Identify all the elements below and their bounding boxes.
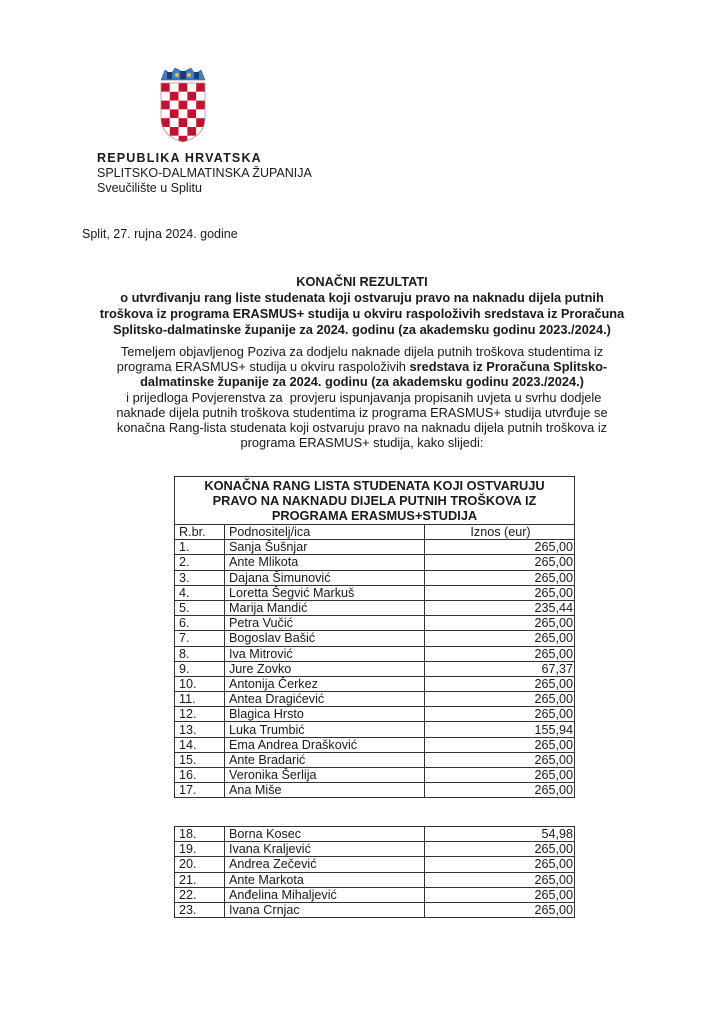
cell-rbr: 12. <box>175 707 225 722</box>
cell-name: Loretta Šegvić Markuš <box>225 585 425 600</box>
checker-square <box>170 83 179 92</box>
table-row <box>175 722 575 737</box>
title-line: o utvrđivanju rang liste studenata koji ostvaruju pravo na naknadu dijela putnih <box>120 290 604 305</box>
caption-line: PRAVO NA NAKNADU DIJELA PUTNIH TROŠKOVA IZ <box>212 493 537 508</box>
para-bold: dalmatinske županije za 2024. godinu (za akademsku godinu 2023./2024.) <box>140 374 584 390</box>
cell-name: Veronika Šerlija <box>225 768 425 783</box>
cell-rbr: 10. <box>175 676 225 691</box>
cell-rbr: 3. <box>175 570 225 585</box>
cell-name: Ante Bradarić <box>225 752 425 767</box>
cell-rbr: 6. <box>175 616 225 631</box>
cell-amount: 265,00 <box>425 707 575 722</box>
checker-square <box>161 109 170 118</box>
cell-amount: 265,00 <box>425 570 575 585</box>
table-row <box>175 857 575 872</box>
cell-rbr: 21. <box>175 872 225 887</box>
checker-square <box>196 92 205 101</box>
cell-name: Antea Dragićević <box>225 692 425 707</box>
cell-rbr: 5. <box>175 600 225 615</box>
cell-amount: 265,00 <box>425 555 575 570</box>
cell-name: Dajana Šimunović <box>225 570 425 585</box>
checker-square <box>161 92 170 101</box>
checker-square <box>179 127 188 136</box>
table-row <box>175 646 575 661</box>
cell-amount: 265,00 <box>425 676 575 691</box>
cell-rbr: 7. <box>175 631 225 646</box>
cell-rbr: 4. <box>175 585 225 600</box>
cell-amount: 265,00 <box>425 752 575 767</box>
checker-square <box>179 109 188 118</box>
table-row <box>175 585 575 600</box>
para-line: konačna Rang-lista studenata koji ostvaruju pravo na naknadu dijela putnih troškova iz <box>116 420 608 436</box>
cell-name: Ante Mlikota <box>225 555 425 570</box>
checker-square <box>187 109 196 118</box>
cell-rbr: 14. <box>175 737 225 752</box>
cell-name: Marija Mandić <box>225 600 425 615</box>
cell-name: Petra Vučić <box>225 616 425 631</box>
table-row <box>175 827 575 842</box>
checker-square <box>170 127 179 136</box>
ranking-table-continued <box>174 826 575 918</box>
checker-square <box>187 92 196 101</box>
cell-name: Ana Miše <box>225 783 425 798</box>
checker-square <box>196 83 205 92</box>
cell-amount: 265,00 <box>425 902 575 917</box>
table-row <box>175 540 575 555</box>
header-university: Sveučilište u Splitu <box>97 181 202 195</box>
cell-amount: 155,94 <box>425 722 575 737</box>
cell-amount: 265,00 <box>425 737 575 752</box>
para-line: naknade dijela putnih troškova studentima iz programa ERASMUS+ studija utvrđuje se <box>116 404 608 420</box>
checker-square <box>196 136 205 144</box>
table-row <box>175 707 575 722</box>
cell-name: Antonija Čerkez <box>225 676 425 691</box>
caption-line: KONAČNA RANG LISTA STUDENATA KOJI OSTVARUJU <box>204 478 545 493</box>
para-line: Temeljem objavljenog Poziva za dodjelu naknade dijela putnih troškova studentima iz <box>120 344 604 359</box>
table-row <box>175 616 575 631</box>
cell-rbr: 20. <box>175 857 225 872</box>
checker-square <box>187 118 196 127</box>
title-line: Splitsko-dalmatinske županije za 2024. godinu (za akademsku godinu 2023./2024.) <box>113 322 611 337</box>
cell-rbr: 19. <box>175 842 225 857</box>
para-line <box>60 374 664 389</box>
cell-rbr: 13. <box>175 722 225 737</box>
cell-name: Ante Markota <box>225 872 425 887</box>
checker-square <box>187 127 196 136</box>
intro-paragraph <box>60 344 664 450</box>
cell-name: Bogoslav Bašić <box>225 631 425 646</box>
table-row <box>175 676 575 691</box>
table-row <box>175 783 575 798</box>
cell-rbr: 16. <box>175 768 225 783</box>
cell-name: Sanja Šušnjar <box>225 540 425 555</box>
cell-name: Iva Mitrović <box>225 646 425 661</box>
table-row <box>175 768 575 783</box>
cell-rbr: 23. <box>175 902 225 917</box>
table-row <box>175 661 575 676</box>
table-row <box>175 902 575 917</box>
header-amount: Iznos (eur) <box>425 525 575 540</box>
cell-amount: 265,00 <box>425 768 575 783</box>
checker-square <box>161 101 170 110</box>
table-row <box>175 842 575 857</box>
cell-amount: 54,98 <box>425 827 575 842</box>
cell-amount: 265,00 <box>425 887 575 902</box>
checker-square <box>170 118 179 127</box>
checker-square <box>170 92 179 101</box>
cell-amount: 265,00 <box>425 616 575 631</box>
checker-square <box>179 83 188 92</box>
table-row <box>175 570 575 585</box>
table-row <box>175 737 575 752</box>
document-date: Split, 27. rujna 2024. godine <box>82 227 238 241</box>
table-row <box>175 631 575 646</box>
cell-rbr: 17. <box>175 783 225 798</box>
table-caption-row <box>175 477 575 525</box>
checker-square <box>179 118 188 127</box>
table-caption <box>175 477 575 525</box>
cell-rbr: 22. <box>175 887 225 902</box>
cell-amount: 265,00 <box>425 646 575 661</box>
cell-amount: 265,00 <box>425 631 575 646</box>
checker-square <box>196 109 205 118</box>
cell-name: Ivana Crnjac <box>225 902 425 917</box>
para-bold: sredstava iz Proračuna Splitsko- <box>409 359 608 375</box>
table-row <box>175 555 575 570</box>
cell-rbr: 15. <box>175 752 225 767</box>
para-line: programa ERASMUS+ studija, kako slijedi: <box>240 435 484 451</box>
header-county: SPLITSKO-DALMATINSKA ŽUPANIJA <box>97 166 312 180</box>
cell-rbr: 9. <box>175 661 225 676</box>
cell-amount: 265,00 <box>425 692 575 707</box>
cell-name: Ivana Kraljević <box>225 842 425 857</box>
cell-name: Luka Trumbić <box>225 722 425 737</box>
header-country: REPUBLIKA HRVATSKA <box>97 151 262 165</box>
checker-square <box>161 136 170 144</box>
checker-square <box>170 101 179 110</box>
table-row <box>175 872 575 887</box>
checker-square <box>170 109 179 118</box>
coat-of-arms-icon <box>157 68 209 144</box>
para-line: i prijedloga Povjerenstva za provjeru ispunjavanja propisanih uvjeta u svrhu dodjele <box>122 389 602 405</box>
checker-square <box>196 101 205 110</box>
cell-name: Anđelina Mihaljević <box>225 887 425 902</box>
table-row <box>175 752 575 767</box>
cell-rbr: 2. <box>175 555 225 570</box>
cell-amount: 265,00 <box>425 842 575 857</box>
header-name: Podnositelj/ica <box>225 525 425 540</box>
cell-name: Jure Zovko <box>225 661 425 676</box>
cell-rbr: 11. <box>175 692 225 707</box>
cell-name: Andrea Zečević <box>225 857 425 872</box>
cell-name: Ema Andrea Drašković <box>225 737 425 752</box>
checker-square <box>187 101 196 110</box>
cell-amount: 265,00 <box>425 783 575 798</box>
table-row <box>175 600 575 615</box>
cell-rbr: 18. <box>175 827 225 842</box>
para-text: programa ERASMUS+ studija u okviru raspoloživih <box>116 359 410 375</box>
document-title <box>60 274 664 338</box>
cell-amount: 265,00 <box>425 585 575 600</box>
cell-amount: 67,37 <box>425 661 575 676</box>
table-row <box>175 692 575 707</box>
checker-square <box>161 83 170 92</box>
header-rbr: R.br. <box>175 525 225 540</box>
table-header-row <box>175 525 575 540</box>
ranking-table <box>174 476 575 798</box>
cell-rbr: 8. <box>175 646 225 661</box>
cell-amount: 235,44 <box>425 600 575 615</box>
cell-amount: 265,00 <box>425 857 575 872</box>
para-line <box>60 359 664 374</box>
caption-line: PROGRAMA ERASMUS+STUDIJA <box>271 508 478 523</box>
checker-square <box>179 136 188 144</box>
table-row <box>175 887 575 902</box>
cell-name: Blagica Hrsto <box>225 707 425 722</box>
title-line: troškova iz programa ERASMUS+ studija u okviru raspoloživih sredstava iz Proračuna <box>99 306 625 321</box>
cell-amount: 265,00 <box>425 872 575 887</box>
checker-square <box>179 101 188 110</box>
title-main: KONAČNI REZULTATI <box>296 274 428 289</box>
checker-square <box>179 92 188 101</box>
cell-amount: 265,00 <box>425 540 575 555</box>
checker-square <box>187 83 196 92</box>
cell-name: Borna Kosec <box>225 827 425 842</box>
cell-rbr: 1. <box>175 540 225 555</box>
